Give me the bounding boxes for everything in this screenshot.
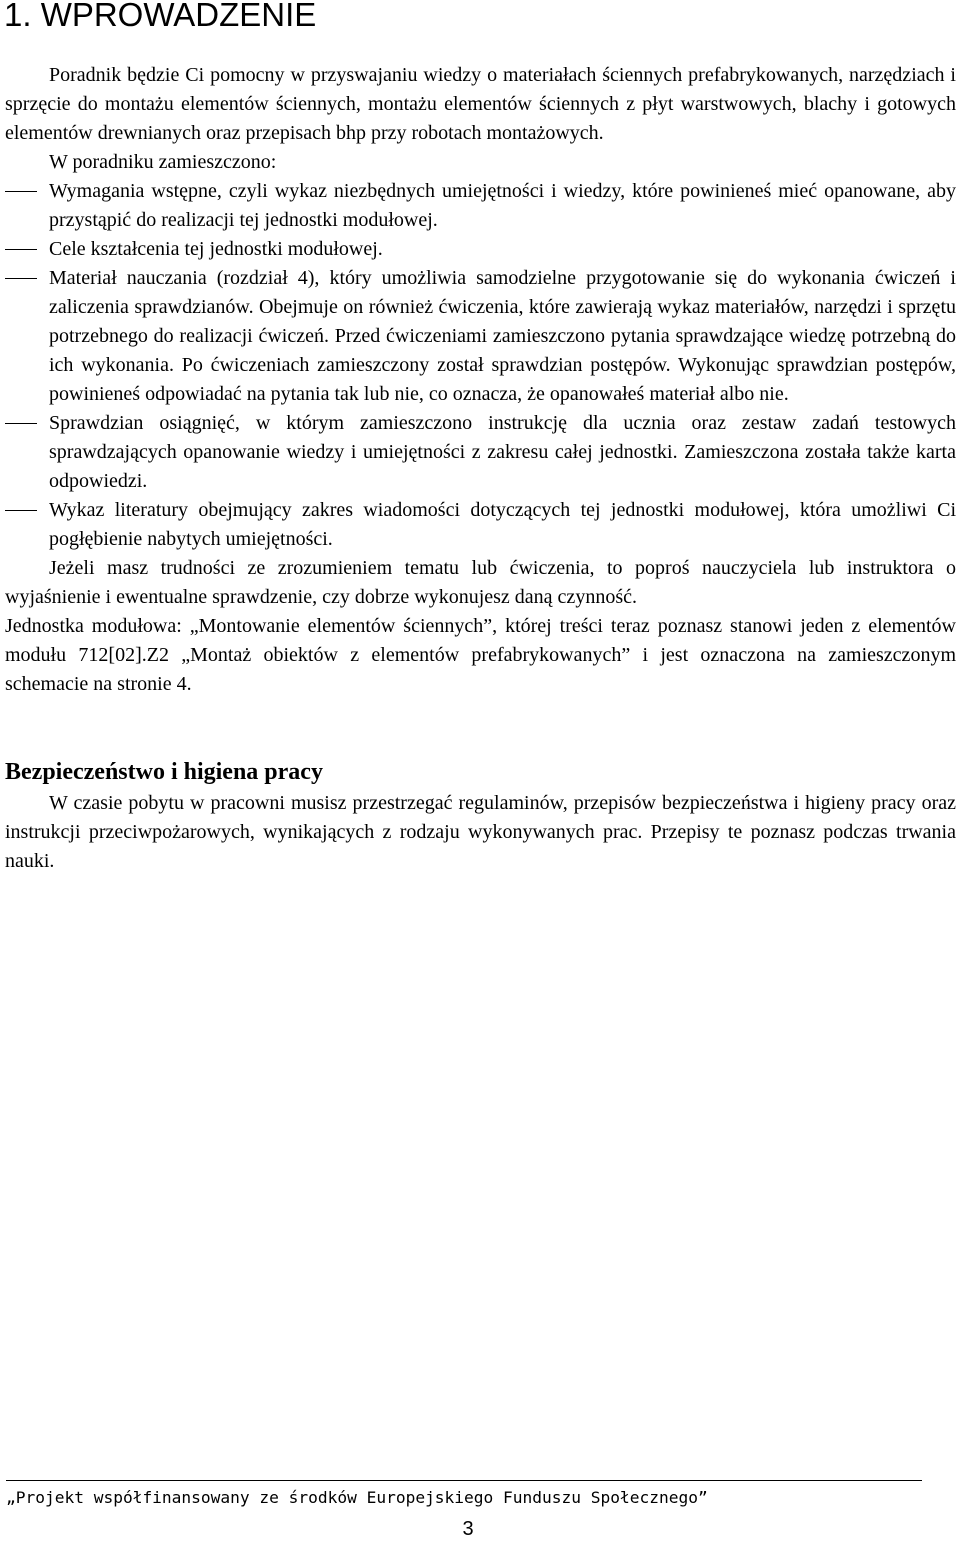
list-item-text: Wymagania wstępne, czyli wykaz niezbędnych umiejętności i wiedzy, które powinieneś mieć opanowane, aby przystąpić do realizacji tej jednostki modułowej. (49, 180, 956, 231)
dash-bullet-icon (5, 278, 37, 279)
list-item-text: Materiał nauczania (rozdział 4), który umożliwia samodzielne przygotowanie się do wykonania ćwiczeń i zaliczenia sprawdzianów. Obejmuje on również ćwiczenia, które zawierają wykaz materiałów, narzędzi i sprzętu potrzebnego do realizacji ćwiczeń. Przed ćwiczeniami zamieszczono pytania sprawdzające wiedzę potrzebną do ich wykonania. Po ćwiczeniach zamieszczony został sprawdzian postępów. Wykonując sprawdzian postępów, powinieneś odpowiadać na pytania tak lub nie, co oznacza, że opanowałeś materiał albo nie. (49, 267, 956, 405)
page-number: 3 (462, 1518, 474, 1540)
safety-paragraph: W czasie pobytu w pracowni musisz przestrzegać regulaminów, przepisów bezpieczeństwa i higieny pracy oraz instrukcji przeciwpożarowych, wynikających z rodzaju wykonywanych prac. Przepisy te poznasz podczas trwania nauki. (5, 792, 956, 872)
module-paragraph: Jednostka modułowa: „Montowanie elementów ściennych”, której treści teraz poznasz stanowi jeden z elementów modułu 712[02].Z2 „Montaż obiektów z elementów prefabrykowanych” i jest oznaczona na zamieszczonym schemacie na stronie 4. (5, 615, 956, 695)
difficulty-paragraph: Jeżeli masz trudności ze zrozumieniem tematu lub ćwiczenia, to poproś nauczyciela lub instruktora o wyjaśnienie i ewentualne sprawdzenie, czy dobrze wykonujesz daną czynność. (5, 557, 956, 608)
list-item-text: Sprawdzian osiągnięć, w którym zamieszczono instrukcję dla ucznia oraz zestaw zadań testowych sprawdzających opanowanie wiedzy i umiejętności z zakresu całej jednostki. Zamieszczona została także karta odpowiedzi. (49, 412, 956, 492)
list-item (5, 177, 956, 235)
list-item (5, 409, 956, 496)
dash-bullet-icon (5, 510, 37, 511)
dash-bullet-icon (5, 191, 37, 192)
list-item-text: Wykaz literatury obejmujący zakres wiadomości dotyczących tej jednostki modułowej, która umożliwi Ci pogłębienie nabytych umiejętności. (49, 499, 956, 550)
list-item (5, 264, 956, 409)
safety-heading: Bezpieczeństwo i higiena pracy (5, 759, 323, 785)
footer-funding-note: „Projekt współfinansowany ze środków Europejskiego Funduszu Społecznego” (6, 1488, 708, 1507)
section-heading: 1. WPROWADZENIE (4, 0, 317, 33)
list-item (5, 496, 956, 554)
document-body (5, 61, 956, 876)
contents-intro: W poradniku zamieszczono: (49, 151, 277, 173)
list-item-text: Cele kształcenia tej jednostki modułowej. (49, 238, 383, 260)
dash-bullet-icon (5, 423, 37, 424)
footer-divider (6, 1480, 922, 1481)
list-item (5, 235, 956, 264)
contents-list (5, 177, 956, 554)
dash-bullet-icon (5, 249, 37, 250)
intro-paragraph: Poradnik będzie Ci pomocny w przyswajaniu wiedzy o materiałach ściennych prefabrykowanych, narzędziach i sprzęcie do montażu elementów ściennych, montażu elementów ściennych z płyt warstwowych, blachy i gotowych elementów drewnianych oraz przepisach bhp przy robotach montażowych. (5, 64, 956, 144)
